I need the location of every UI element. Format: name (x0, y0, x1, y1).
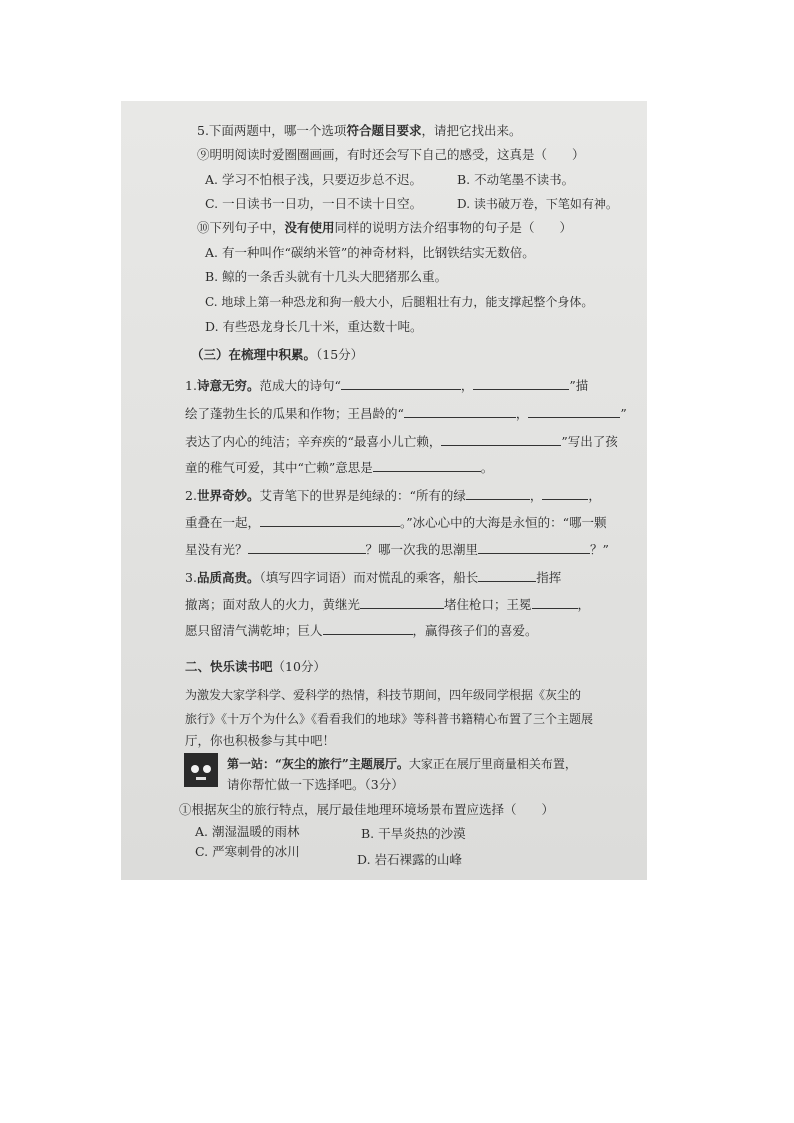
answer-blank[interactable] (260, 513, 400, 527)
p1-l2-tail: ” (620, 406, 627, 421)
p2-l2-text: 重叠在一起， (185, 515, 261, 530)
mouth (196, 777, 206, 780)
p1-number: 1. (185, 378, 197, 393)
station1-q1-stem: ①根据灰尘的旅行特点，展厅最佳地理环境场景布置应选择（ ） (179, 802, 555, 817)
eye-left (191, 765, 199, 773)
section2-intro-3: 厅，你也积极参与其中吧！ (185, 733, 336, 748)
section3-title-text: （三）在梳理中积累。 (191, 347, 317, 362)
answer-blank[interactable] (478, 568, 536, 582)
q5-heading-emphasis: 符合题目要求 (346, 123, 422, 138)
q10-stem (197, 219, 572, 237)
q9-option-a: A. 学习不怕根子浅，只要迈步总不迟。 (205, 172, 422, 187)
answer-blank[interactable] (466, 486, 530, 500)
q5-heading (197, 122, 521, 140)
q10-option-d: D. 有些恐龙身长几十米，重达数十吨。 (205, 319, 423, 334)
p2-l3-text: 星没有光？ (185, 542, 248, 557)
p1-l3-tail: ”写出了孩 (561, 434, 618, 449)
dust-character-icon (184, 753, 218, 787)
q10-option-a: A. 有一种叫作“碳纳米管”的神奇材料，比钢铁结实无数倍。 (205, 245, 535, 260)
p3-number: 3. (185, 570, 197, 585)
p1-l1-comma: ， (460, 378, 474, 393)
station1-q1-option-b: B. 干旱炎热的沙漠 (361, 826, 466, 841)
p2-l1-tail: ， (588, 488, 601, 503)
station1-q1-option-d: D. 岩石裸露的山峰 (357, 852, 463, 867)
p1-line3 (185, 432, 618, 451)
p1-line2 (185, 404, 627, 423)
answer-blank[interactable] (248, 540, 366, 554)
p1-l3-text: 表达了内心的纯洁；辛弃疾的“最喜小儿亡赖， (185, 434, 442, 449)
p3-l1-text: （填写四字词语）而对慌乱的乘客，船长 (259, 570, 479, 585)
p3-l2-mid: 堵住枪口；王冕 (444, 597, 532, 612)
answer-blank[interactable] (532, 595, 578, 609)
station1-label: 第一站： (227, 757, 276, 771)
section3-score: （15分） (316, 347, 364, 362)
p1-line1 (185, 376, 588, 395)
p2-line1 (185, 486, 601, 505)
answer-blank[interactable] (528, 404, 620, 418)
p1-line4 (185, 458, 493, 477)
answer-blank[interactable] (473, 376, 569, 390)
p3-title: 品质高贵。 (196, 570, 260, 585)
q9-option-b: B. 不动笔墨不读书。 (457, 172, 575, 187)
p1-l1-text: 范成大的诗句“ (259, 378, 341, 393)
p3-l2-tail: ， (577, 597, 591, 612)
p3-line2 (185, 595, 590, 614)
station1-q1-option-c: C. 严寒刺骨的冰川 (195, 844, 300, 859)
p1-l4-tail: 。 (480, 460, 494, 475)
p3-l1-tail: 指挥 (536, 570, 562, 585)
section3-title (191, 346, 363, 364)
q5-heading-text: 5.下面两题中，哪一个选项 (197, 123, 347, 138)
station1-text: 大家正在展厅里商量相关布置， (408, 757, 577, 771)
p1-title: 诗意无穷。 (196, 378, 260, 393)
p2-title: 世界奇妙。 (196, 488, 260, 503)
q10-option-c: C. 地球上第一种恐龙和狗一般大小，后腿粗壮有力，能支撑起整个身体。 (205, 295, 594, 309)
eye-right (203, 765, 211, 773)
station1-theme: “灰尘的旅行”主题展厅。 (275, 757, 409, 771)
q10-stem-text: ⑩下列句子中， (197, 220, 285, 235)
answer-blank[interactable] (373, 458, 481, 472)
q10-option-b: B. 鲸的一条舌头就有十几头大肥猪那么重。 (205, 269, 448, 284)
p3-l2-text: 撤离；面对敌人的火力，黄继光 (185, 597, 361, 612)
answer-blank[interactable] (341, 376, 461, 390)
p2-l3-mid: ？哪一次我的思潮里 (365, 542, 479, 557)
answer-blank[interactable] (478, 540, 590, 554)
p3-line3 (185, 621, 538, 640)
p1-l4-text: 童的稚气可爱，其中“亡赖”意思是 (185, 460, 373, 475)
section2-score: （10分） (272, 659, 326, 674)
answer-blank[interactable] (323, 621, 413, 635)
p3-l3-tail: ，赢得孩子们的喜爱。 (412, 623, 538, 638)
p1-l1-tail: ”描 (569, 378, 589, 393)
section2-title (185, 658, 326, 676)
q10-stem-emphasis: 没有使用 (284, 220, 335, 235)
answer-blank[interactable] (542, 486, 588, 500)
answer-blank[interactable] (360, 595, 444, 609)
q5-heading-tail: ，请把它找出来。 (421, 123, 522, 138)
q10-stem-tail: 同样的说明方法介绍事物的句子是（ ） (334, 220, 573, 235)
p1-l2-text: 绘了蓬勃生长的瓜果和作物；王昌龄的“ (185, 406, 404, 421)
section2-title-text: 二、快乐读书吧 (185, 659, 273, 674)
p3-line1 (185, 568, 561, 587)
q9-option-c: C. 一日读书一日功，一日不读十日空。 (205, 196, 423, 211)
station1-q1-option-a: A. 潮湿温暖的雨林 (195, 824, 300, 839)
p2-number: 2. (185, 488, 197, 503)
q9-option-d: D. 读书破万卷，下笔如有神。 (457, 197, 618, 211)
p2-l1-text: 艾青笔下的世界是纯绿的：“所有的绿 (259, 488, 466, 503)
answer-blank[interactable] (404, 404, 516, 418)
answer-blank[interactable] (441, 432, 561, 446)
p2-l3-tail: ？” (590, 542, 609, 557)
p2-l2-tail: 。”冰心心中的大海是永恒的：“哪一颗 (400, 515, 607, 530)
section2-intro-2: 旅行》《十万个为什么》《看看我们的地球》等科普书籍精心布置了三个主题展 (185, 712, 594, 726)
p1-l2-comma: ， (515, 406, 529, 421)
p3-l3-text: 愿只留清气满乾坤；巨人 (185, 623, 323, 638)
section2-intro-1: 为激发大家学科学、爱科学的热情，科技节期间，四年级同学根据《灰尘的 (185, 688, 582, 702)
exam-photo (121, 101, 647, 880)
p2-l1-comma: ， (529, 488, 543, 503)
q9-stem: ⑨明明阅读时爱圈圈画画，有时还会写下自己的感受，这真是（ ） (197, 147, 585, 162)
station1-line2: 请你帮忙做一下选择吧。（3分） (227, 777, 404, 792)
station1-heading (227, 755, 577, 773)
p2-line2 (185, 513, 607, 532)
p2-line3 (185, 540, 609, 559)
